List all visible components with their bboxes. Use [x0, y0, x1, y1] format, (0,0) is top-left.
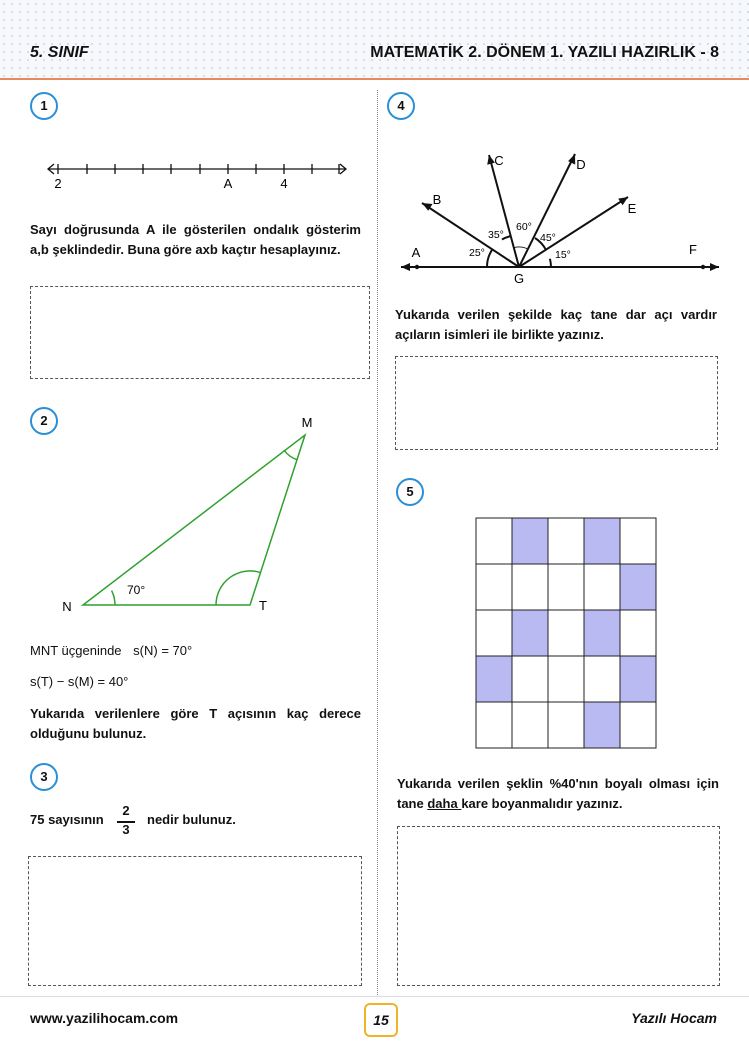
angle-label-25: 25°	[469, 247, 485, 259]
header-band	[0, 0, 749, 78]
empty-square	[548, 564, 584, 610]
empty-square	[584, 656, 620, 702]
empty-square	[548, 656, 584, 702]
grade-label: 5. SINIF	[30, 44, 89, 61]
shaded-square	[584, 702, 620, 748]
answer-box-4[interactable]	[395, 356, 718, 450]
question-2-text: Yukarıda verilenlere göre T açısının kaç derece olduğunu bulunuz.	[30, 706, 361, 741]
question-number-3: 3	[30, 763, 58, 791]
question-number-4: 4	[387, 92, 415, 120]
header-divider	[0, 78, 749, 80]
point-e: E	[627, 201, 637, 216]
page-number: 15	[364, 1003, 398, 1037]
shaded-square	[620, 564, 656, 610]
fraction-denominator: 3	[122, 822, 130, 837]
point-b: B	[432, 192, 442, 207]
shaded-square	[584, 610, 620, 656]
point-c: C	[494, 153, 504, 168]
shaded-square	[512, 610, 548, 656]
tick-label-a: A	[223, 176, 233, 191]
given-line-1	[30, 643, 192, 658]
point-d: D	[576, 157, 586, 172]
answer-box-3[interactable]	[28, 856, 362, 986]
question-4-text: Yukarıda verilen şekilde kaç tane dar açı vardır açıların isimleri ile birlikte yazınız.	[395, 307, 717, 342]
empty-square	[548, 518, 584, 564]
shaded-square	[512, 518, 548, 564]
point-a: A	[411, 245, 421, 260]
fraction-numerator: 2	[122, 803, 130, 818]
empty-square	[584, 564, 620, 610]
point-f: F	[689, 242, 697, 257]
answer-box-5[interactable]	[397, 826, 720, 986]
empty-square	[512, 656, 548, 702]
angles-figure	[395, 145, 730, 290]
empty-square	[476, 518, 512, 564]
empty-square	[620, 702, 656, 748]
question-5-text-after: kare boyanmalıdır yazınız.	[461, 796, 623, 811]
empty-square	[512, 564, 548, 610]
shaded-square	[476, 656, 512, 702]
question-5-text	[397, 774, 719, 814]
angle-n-label: 70°	[127, 583, 146, 597]
given-prefix: MNT üçgeninde	[30, 643, 122, 658]
question-number-1: 1	[30, 92, 58, 120]
question-number-2: 2	[30, 407, 58, 435]
given-expr-2: s(T) − s(M) = 40°	[30, 674, 129, 689]
empty-square	[476, 610, 512, 656]
angle-label-45: 45°	[540, 232, 556, 244]
empty-square	[620, 610, 656, 656]
empty-square	[620, 518, 656, 564]
square-grid	[475, 517, 657, 749]
empty-square	[476, 702, 512, 748]
empty-square	[548, 610, 584, 656]
angle-label-15: 15°	[555, 249, 571, 261]
footer-divider	[0, 996, 749, 997]
question-3-prefix: 75 sayısının	[30, 812, 104, 827]
vertex-t: T	[259, 598, 267, 613]
tick-label-2: 2	[54, 176, 62, 191]
given-expr-1: s(N) = 70°	[133, 643, 193, 658]
number-line	[40, 155, 360, 195]
shaded-square	[584, 518, 620, 564]
angle-label-35: 35°	[488, 229, 504, 241]
empty-square	[512, 702, 548, 748]
tick-label-4: 4	[280, 176, 288, 191]
vertex-n: N	[62, 599, 72, 614]
empty-square	[476, 564, 512, 610]
brand-name: Yazılı Hocam	[631, 1010, 717, 1026]
angle-label-60: 60°	[516, 221, 532, 233]
question-5-underlined: daha	[427, 796, 462, 811]
question-5-text-before: Yukarıda verilen şeklin %40'nın boyalı olması için tane	[397, 776, 719, 811]
shaded-square	[620, 656, 656, 702]
vertex-m: M	[301, 415, 313, 430]
question-1-text: Sayı doğrusunda A ile gösterilen ondalık gösterim a,b şeklindedir. Buna göre axb kaçtır hesaplayınız.	[30, 222, 361, 257]
point-g: G	[513, 271, 525, 286]
website-link[interactable]: www.yazilihocam.com	[30, 1010, 179, 1026]
triangle-figure	[55, 410, 345, 625]
exam-title: MATEMATİK 2. DÖNEM 1. YAZILI HAZIRLIK - 8	[370, 44, 719, 61]
column-divider	[377, 90, 378, 995]
question-number-5: 5	[396, 478, 424, 506]
question-3-suffix: nedir bulunuz.	[147, 812, 236, 827]
answer-box-1[interactable]	[30, 286, 370, 379]
empty-square	[548, 702, 584, 748]
